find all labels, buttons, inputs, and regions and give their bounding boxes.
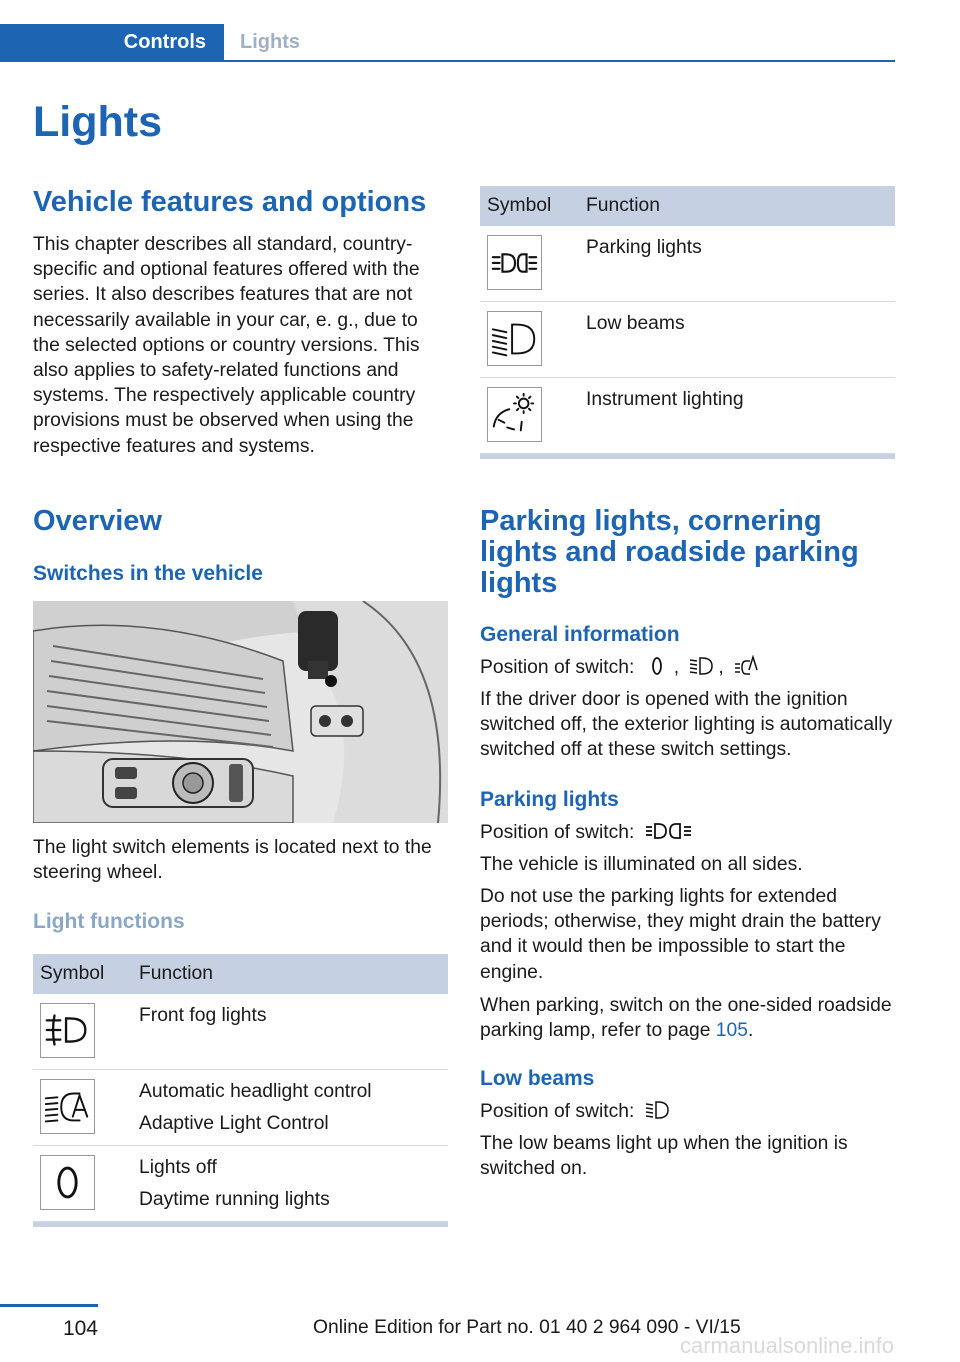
- lights-off-line1: Lights off: [139, 1157, 217, 1178]
- tab-controls[interactable]: Controls: [0, 24, 224, 61]
- low-beams-text: The low beams light up when the ignition is switched on.: [480, 1133, 848, 1180]
- low-beams-heading: Low beams: [480, 1067, 595, 1090]
- general-switch-positions: [480, 655, 895, 680]
- tab-lights[interactable]: Lights: [240, 31, 300, 53]
- photo-caption: The light switch elements is located next to the steering wheel.: [33, 837, 432, 884]
- table-row: [480, 378, 895, 454]
- light-functions-table: [33, 954, 448, 1227]
- parking-switch-position: [480, 820, 895, 845]
- table-row: [480, 302, 895, 378]
- front-fog-lights-icon: [40, 1003, 95, 1058]
- low-beams-label: Low beams: [586, 313, 685, 334]
- roadside-parking-text: When parking, switch on the one-sided roadside parking lamp, refer to page: [480, 995, 892, 1042]
- low-beams-inline-symbol: [644, 1099, 670, 1121]
- table-row: [33, 994, 448, 1070]
- top-navigation: [0, 24, 895, 62]
- function-column-header: Function: [586, 195, 660, 216]
- parking-lights-icon: [644, 820, 694, 842]
- parking-section-heading: Parking lights, cornering lights and roadside parking lights: [480, 505, 859, 599]
- automatic-headlight-label: [139, 1076, 372, 1140]
- low-beams-symbol: [488, 312, 541, 365]
- parking-lights-text2: Do not use the parking lights for extended periods; otherwise, they might drain the battery and it would then be impossible to start the engine.: [480, 886, 881, 983]
- table-bottom-rule: [480, 454, 895, 459]
- parking-lights-text1: The vehicle is illuminated on all sides.: [480, 854, 803, 875]
- low-beams-icon: [688, 655, 714, 677]
- automatic-headlight-icon: [733, 655, 759, 677]
- light-functions-heading: Light functions: [33, 910, 185, 933]
- parking-lights-text3: [480, 993, 895, 1043]
- separator: ,: [673, 657, 680, 678]
- automatic-headlight-inline-symbol: [733, 655, 759, 677]
- low-beams-switch-position: [480, 1099, 895, 1124]
- front-fog-lights-symbol: [41, 1004, 94, 1057]
- table-bottom-rule: [33, 1222, 448, 1227]
- position-label: Position of switch:: [480, 657, 635, 678]
- light-functions-table-continued: [480, 186, 895, 459]
- instrument-lighting-icon: [487, 387, 542, 442]
- light-switch-illustration: [33, 601, 448, 823]
- parking-lights-symbol: [488, 236, 541, 289]
- parking-lights-inline-symbol: [644, 820, 694, 842]
- lights-off-inline-symbol: [644, 655, 670, 677]
- low-beams-icon: [487, 311, 542, 366]
- position-label: Position of switch:: [480, 822, 635, 843]
- watermark: carmanualsonline.info: [680, 1333, 895, 1358]
- table-row: [33, 1070, 448, 1146]
- symbol-column-header: Symbol: [40, 963, 105, 984]
- parking-lights-heading: Parking lights: [480, 788, 619, 811]
- page-number: 104: [62, 1317, 98, 1340]
- function-column-header: Function: [139, 963, 213, 984]
- vehicle-features-text: This chapter describes all standard, country-specific and optional features offered with the series. It also describes features that are not necessarily available in your car, e. g., due to the selected options or country versions. This also applies to safety-related functions and systems. The respectively applicable country provisions must be observed when using the respective features and systems.: [33, 234, 420, 457]
- front-fog-lights-label: Front fog lights: [139, 1005, 267, 1026]
- page-reference-link[interactable]: 105: [715, 1020, 748, 1042]
- table-row: [33, 1146, 448, 1222]
- lights-off-icon: [644, 655, 670, 677]
- table-header: [480, 186, 895, 226]
- lights-off-icon: [40, 1155, 95, 1210]
- position-label: Position of switch:: [480, 1101, 635, 1122]
- light-switch-photo: [33, 601, 448, 823]
- instrument-lighting-symbol: [488, 388, 541, 441]
- edition-footer: Online Edition for Part no. 01 40 2 964 090 - VI/15: [313, 1317, 741, 1338]
- automatic-headlight-symbol: [41, 1080, 94, 1133]
- lights-off-label: [139, 1152, 330, 1216]
- vehicle-features-heading: Vehicle features and options: [33, 186, 427, 218]
- parking-lights-label: Parking lights: [586, 237, 702, 258]
- switches-heading: Switches in the vehicle: [33, 562, 263, 585]
- general-info-heading: General information: [480, 623, 680, 646]
- table-header: [33, 954, 448, 994]
- symbol-column-header: Symbol: [487, 195, 552, 216]
- page-number-rule: [0, 1304, 98, 1307]
- low-beams-icon: [644, 1099, 670, 1121]
- automatic-headlight-icon: [40, 1079, 95, 1134]
- page-title: Lights: [33, 98, 162, 146]
- general-info-text: If the driver door is opened with the ignition switched off, the exterior lighting is automatically switched off at these switch settings.: [480, 689, 893, 761]
- instrument-lighting-label: Instrument lighting: [586, 389, 744, 410]
- separator: ,: [718, 657, 724, 678]
- sentence-end: .: [747, 1020, 754, 1042]
- low-beams-inline-symbol: [688, 655, 714, 677]
- overview-heading: Overview: [33, 505, 162, 537]
- daytime-running-line2: Daytime running lights: [139, 1189, 330, 1210]
- parking-lights-icon: [487, 235, 542, 290]
- automatic-headlight-line1: Automatic headlight control: [139, 1081, 372, 1102]
- lights-off-symbol: [41, 1156, 94, 1209]
- adaptive-light-line2: Adaptive Light Control: [139, 1113, 329, 1134]
- table-row: [480, 226, 895, 302]
